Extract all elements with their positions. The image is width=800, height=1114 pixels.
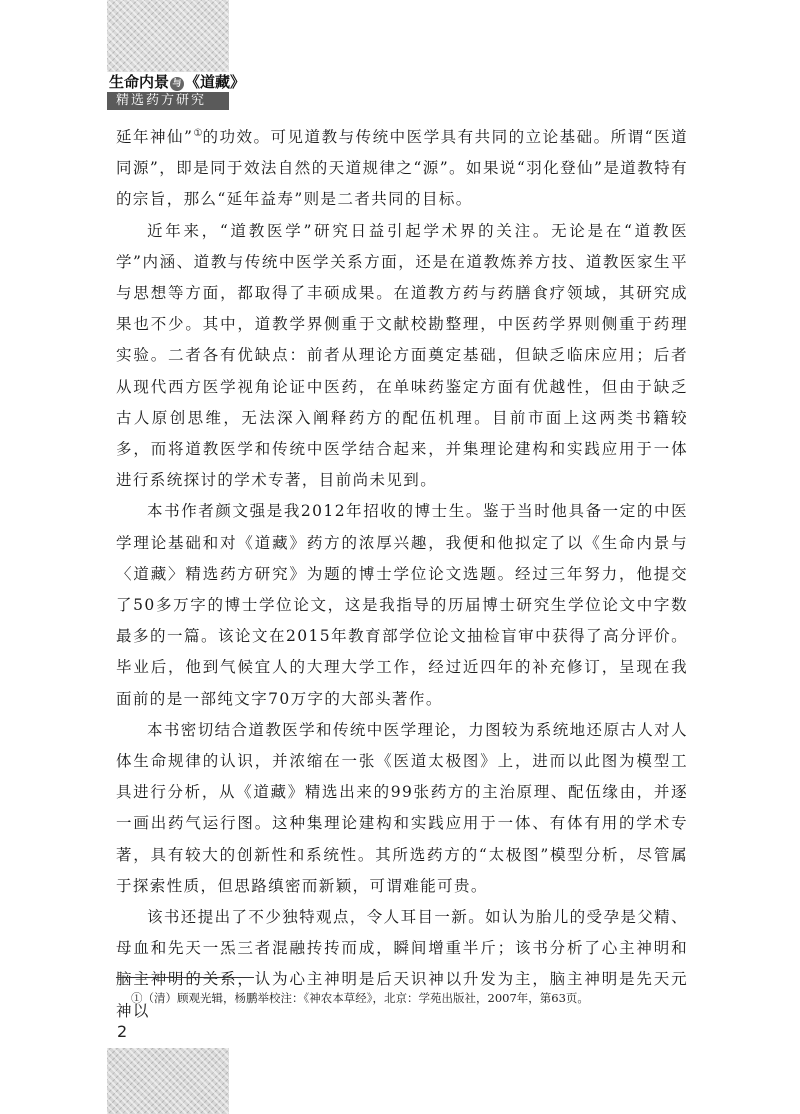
paragraph: 近年来，“道教医学”研究日益引起学术界的关注。无论是在“道教医学”内涵、道教与传统中医学关系方面，还是在道教炼养方技、道教医家生平与思想等方面，都取得了丰硕成果。在道教方药与药膳食疗领域，其研究成果也不少。其中，道教学界侧重于文献校勘整理，中医药学界则侧重于药理实验。二者各有优缺点：前者从理论方面奠定基础，但缺乏临床应用；后者从现代西方医学视角论证中医药，在单味药鉴定方面有优越性，但由于缺乏古人原创思维，无法深入阐释药方的配伍机理。目前市面上这两类书籍较多，而将道教医学和传统中医学结合起来，并集理论建构和实践应用于一体进行系统探讨的学术专著，目前尚未见到。 xyxy=(116,221,688,490)
body-text xyxy=(116,122,688,1027)
paragraph-text: 的功效。可见道教与传统中医学具有共同的立论基础。所谓“医道同源”，即是同于效法自然的天道规律之“源”。如果说“羽化登仙”是道教特有的宗旨，那么“延年益寿”则是二者共同的目标。 xyxy=(116,128,688,209)
book-title xyxy=(109,72,245,92)
paragraph xyxy=(116,122,688,216)
footnote-rule xyxy=(116,977,254,978)
book-title-part2: 《道藏》 xyxy=(185,73,246,91)
paragraph-text: 延年神仙” xyxy=(116,128,194,146)
footnote-marker: ① xyxy=(193,127,203,139)
book-title-part1: 生命内景 xyxy=(109,73,170,91)
page-number: 2 xyxy=(117,1022,128,1041)
paragraph: 本书密切结合道教医学和传统中医学理论，力图较为系统地还原古人对人体生命规律的认识，并浓缩在一张《医道太极图》上，进而以此图为模型工具进行分析，从《道藏》精选出来的99张药方的主治原理、配伍缘由，并逐一画出药气运行图。这种集理论建构和实践应用于一体、有体有用的学术专著，具有较大的创新性和系统性。其所选药方的“太极图”模型分析，尽管属于探索性质，但思路缜密而新颖，可谓难能可贵。 xyxy=(116,720,688,895)
header-ornament xyxy=(107,0,229,72)
paragraph: 该书还提出了不少独特观点，令人耳目一新。如认为胎儿的受孕是父精、母血和先天一炁三者混融抟抟而成，瞬间增重半斤；该书分析了心主神明和脑主神明的关系，认为心主神明是后天识神以升发为主，脑主神明是先天元神以 xyxy=(116,908,688,1020)
paragraph: 本书作者颜文强是我2012年招收的博士生。鉴于当时他具备一定的中医学理论基础和对《道藏》药方的浓厚兴趣，我便和他拟定了以《生命内景与〈道藏〉精选药方研究》为题的博士学位论文选题。经过三年努力，他提交了50多万字的博士学位论文，这是我指导的历届博士研究生学位论文中字数最多的一篇。该论文在2015年教育部学位论文抽检盲审中获得了高分评价。毕业后，他到气候宜人的大理大学工作，经过近四年的补充修订，呈现在我面前的是一部纯文字70万字的大部头著作。 xyxy=(116,502,688,708)
book-subtitle: 精选药方研究 xyxy=(116,93,207,108)
footnote: ①（清）顾观光辑，杨鹏举校注：《神农本草经》，北京：学苑出版社，2007年，第63页。 xyxy=(131,991,589,1005)
title-connector-badge: 与 xyxy=(170,77,184,91)
footer-ornament xyxy=(107,1048,229,1114)
